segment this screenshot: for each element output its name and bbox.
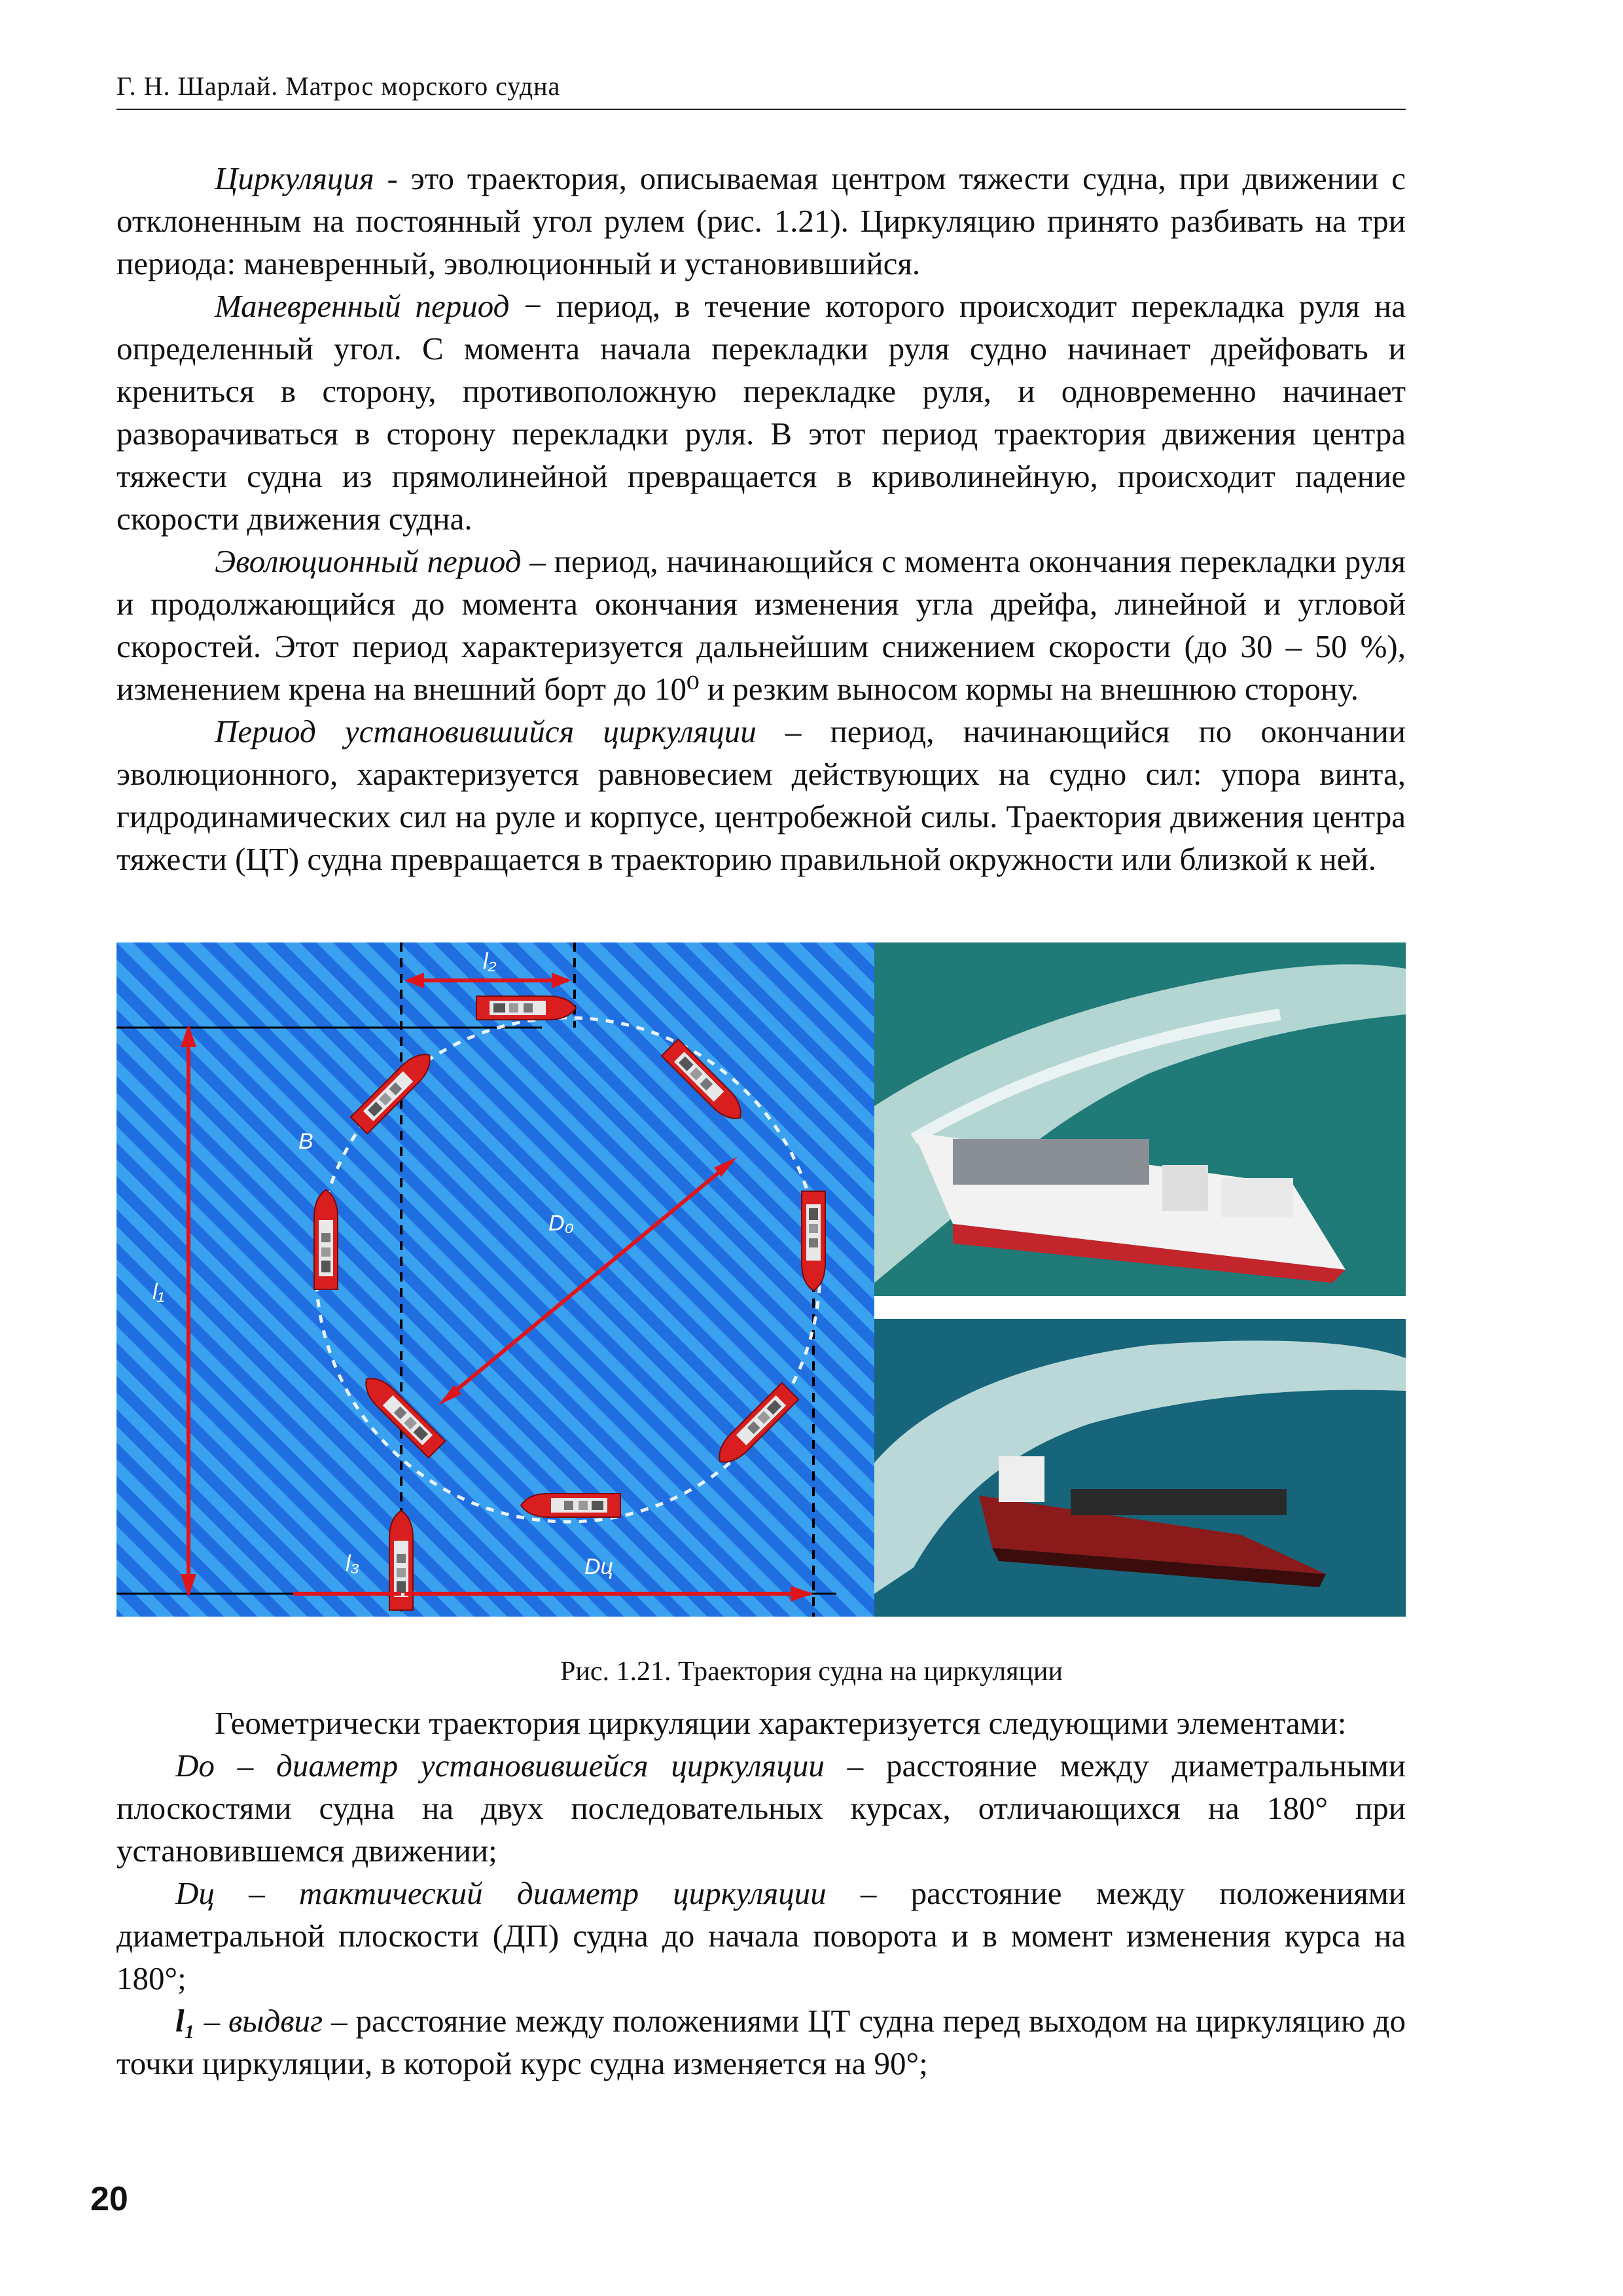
paragraph-steady-period bbox=[116, 710, 1406, 880]
figure-caption: Рис. 1.21. Траектория судна на циркуляции bbox=[560, 1657, 1063, 1687]
term: Циркуляция bbox=[215, 160, 374, 196]
label-l3: l₃ bbox=[346, 1551, 360, 1576]
definition: - это траектория, описываемая центром тяжести судна, при движении с отклоненным на постоянный угол рулем (рис. 1.21). Циркуляцию принято разбивать на три периода: маневренный, эволюционный и установившийся. bbox=[116, 160, 1406, 281]
definition: – расстояние между диаметральными плоскостями судна на двух последовательных курсах, отличающихся на 180° при установившемся движении; bbox=[116, 1748, 1406, 1869]
circulation-diagram bbox=[116, 942, 874, 1617]
ship-position-7 bbox=[802, 1191, 825, 1291]
ship-position-3 bbox=[314, 1190, 338, 1289]
definition: Геометрически траектория циркуляции характеризуется следующими элементами: bbox=[215, 1705, 1347, 1741]
water-background bbox=[116, 942, 874, 1617]
ship-position-5 bbox=[476, 996, 576, 1020]
definition: – период, начинающийся по окончании эволюционного, характеризуется равновесием действующих на судно сил: упора винта, гидродинамических сил на руле и корпусе, центробежной силы. Траектория движения центра тяжести (ЦТ) судна превращается в траекторию правильной окружности или близкой к ней. bbox=[116, 713, 1406, 877]
term: l₁ bbox=[175, 2003, 196, 2039]
term-name: – выдвиг bbox=[195, 2003, 323, 2039]
intro-text bbox=[116, 157, 1406, 880]
paragraph-do bbox=[116, 1744, 1406, 1872]
term: Маневренный период bbox=[215, 288, 510, 324]
running-header: Г. Н. Шарлай. Матрос морского судна bbox=[116, 71, 561, 101]
term: Dц – тактический диаметр циркуляции bbox=[175, 1875, 827, 1911]
header-rule bbox=[116, 109, 1406, 110]
term: Эволюционный период bbox=[215, 543, 522, 579]
definition: – расстояние между положениями диаметральной плоскости (ДП) судна до начала поворота и в момент изменения курса на 180°; bbox=[116, 1875, 1406, 1996]
paragraph-circulation bbox=[116, 157, 1406, 285]
ship-position-9 bbox=[521, 1494, 620, 1517]
paragraph-evolution-period bbox=[116, 540, 1406, 710]
term: Период установившийся циркуляции bbox=[215, 713, 757, 749]
container-ship-image bbox=[874, 942, 1406, 1296]
label-l2: l₂ bbox=[483, 949, 497, 974]
term: Do – диаметр установившейся циркуляции bbox=[175, 1748, 825, 1784]
paragraph-l1 bbox=[116, 2000, 1406, 2085]
bulk-carrier-image bbox=[874, 1319, 1406, 1617]
label-do: D₀ bbox=[548, 1211, 574, 1236]
label-l1: l₁ bbox=[152, 1280, 165, 1304]
label-b: B bbox=[298, 1129, 313, 1154]
page-number: 20 bbox=[90, 2180, 128, 2218]
photo-bulk-carrier bbox=[874, 1319, 1406, 1617]
paragraph-dc bbox=[116, 1872, 1406, 2000]
figure-1-21 bbox=[116, 942, 1406, 1617]
definition: – период, начинающийся с момента окончания перекладки руля и продолжающийся до момента окончания изменения угла дрейфа, линейной и угловой скоростей. Этот период характеризуется дальнейшим снижением скорости (до 30 – 50 %), изменением крена на внешний борт до 10⁰ и резким выносом кормы на внешнюю сторону. bbox=[116, 543, 1406, 707]
definition: – расстояние между положениями ЦТ судна перед выходом на циркуляцию до точки циркуляции, в которой курс судна изменяется на 90°; bbox=[116, 2003, 1406, 2081]
paragraph-maneuver-period bbox=[116, 285, 1406, 540]
label-dc: Dц bbox=[584, 1554, 613, 1579]
definition: − период, в течение которого происходит перекладка руля на определенный угол. С момента начала перекладки руля судно начинает дрейфовать и крениться в сторону, противоположную перекладке руля, и одновременно начинает разворачиваться в сторону перекладки руля. В этот период траектория движения центра тяжести судна из прямолинейной превращается в криволинейную, происходит падение скорости движения судна. bbox=[116, 288, 1406, 537]
paragraph-elements-intro bbox=[116, 1702, 1406, 1744]
photo-container-ship bbox=[874, 942, 1406, 1296]
elements-text bbox=[116, 1702, 1406, 2085]
